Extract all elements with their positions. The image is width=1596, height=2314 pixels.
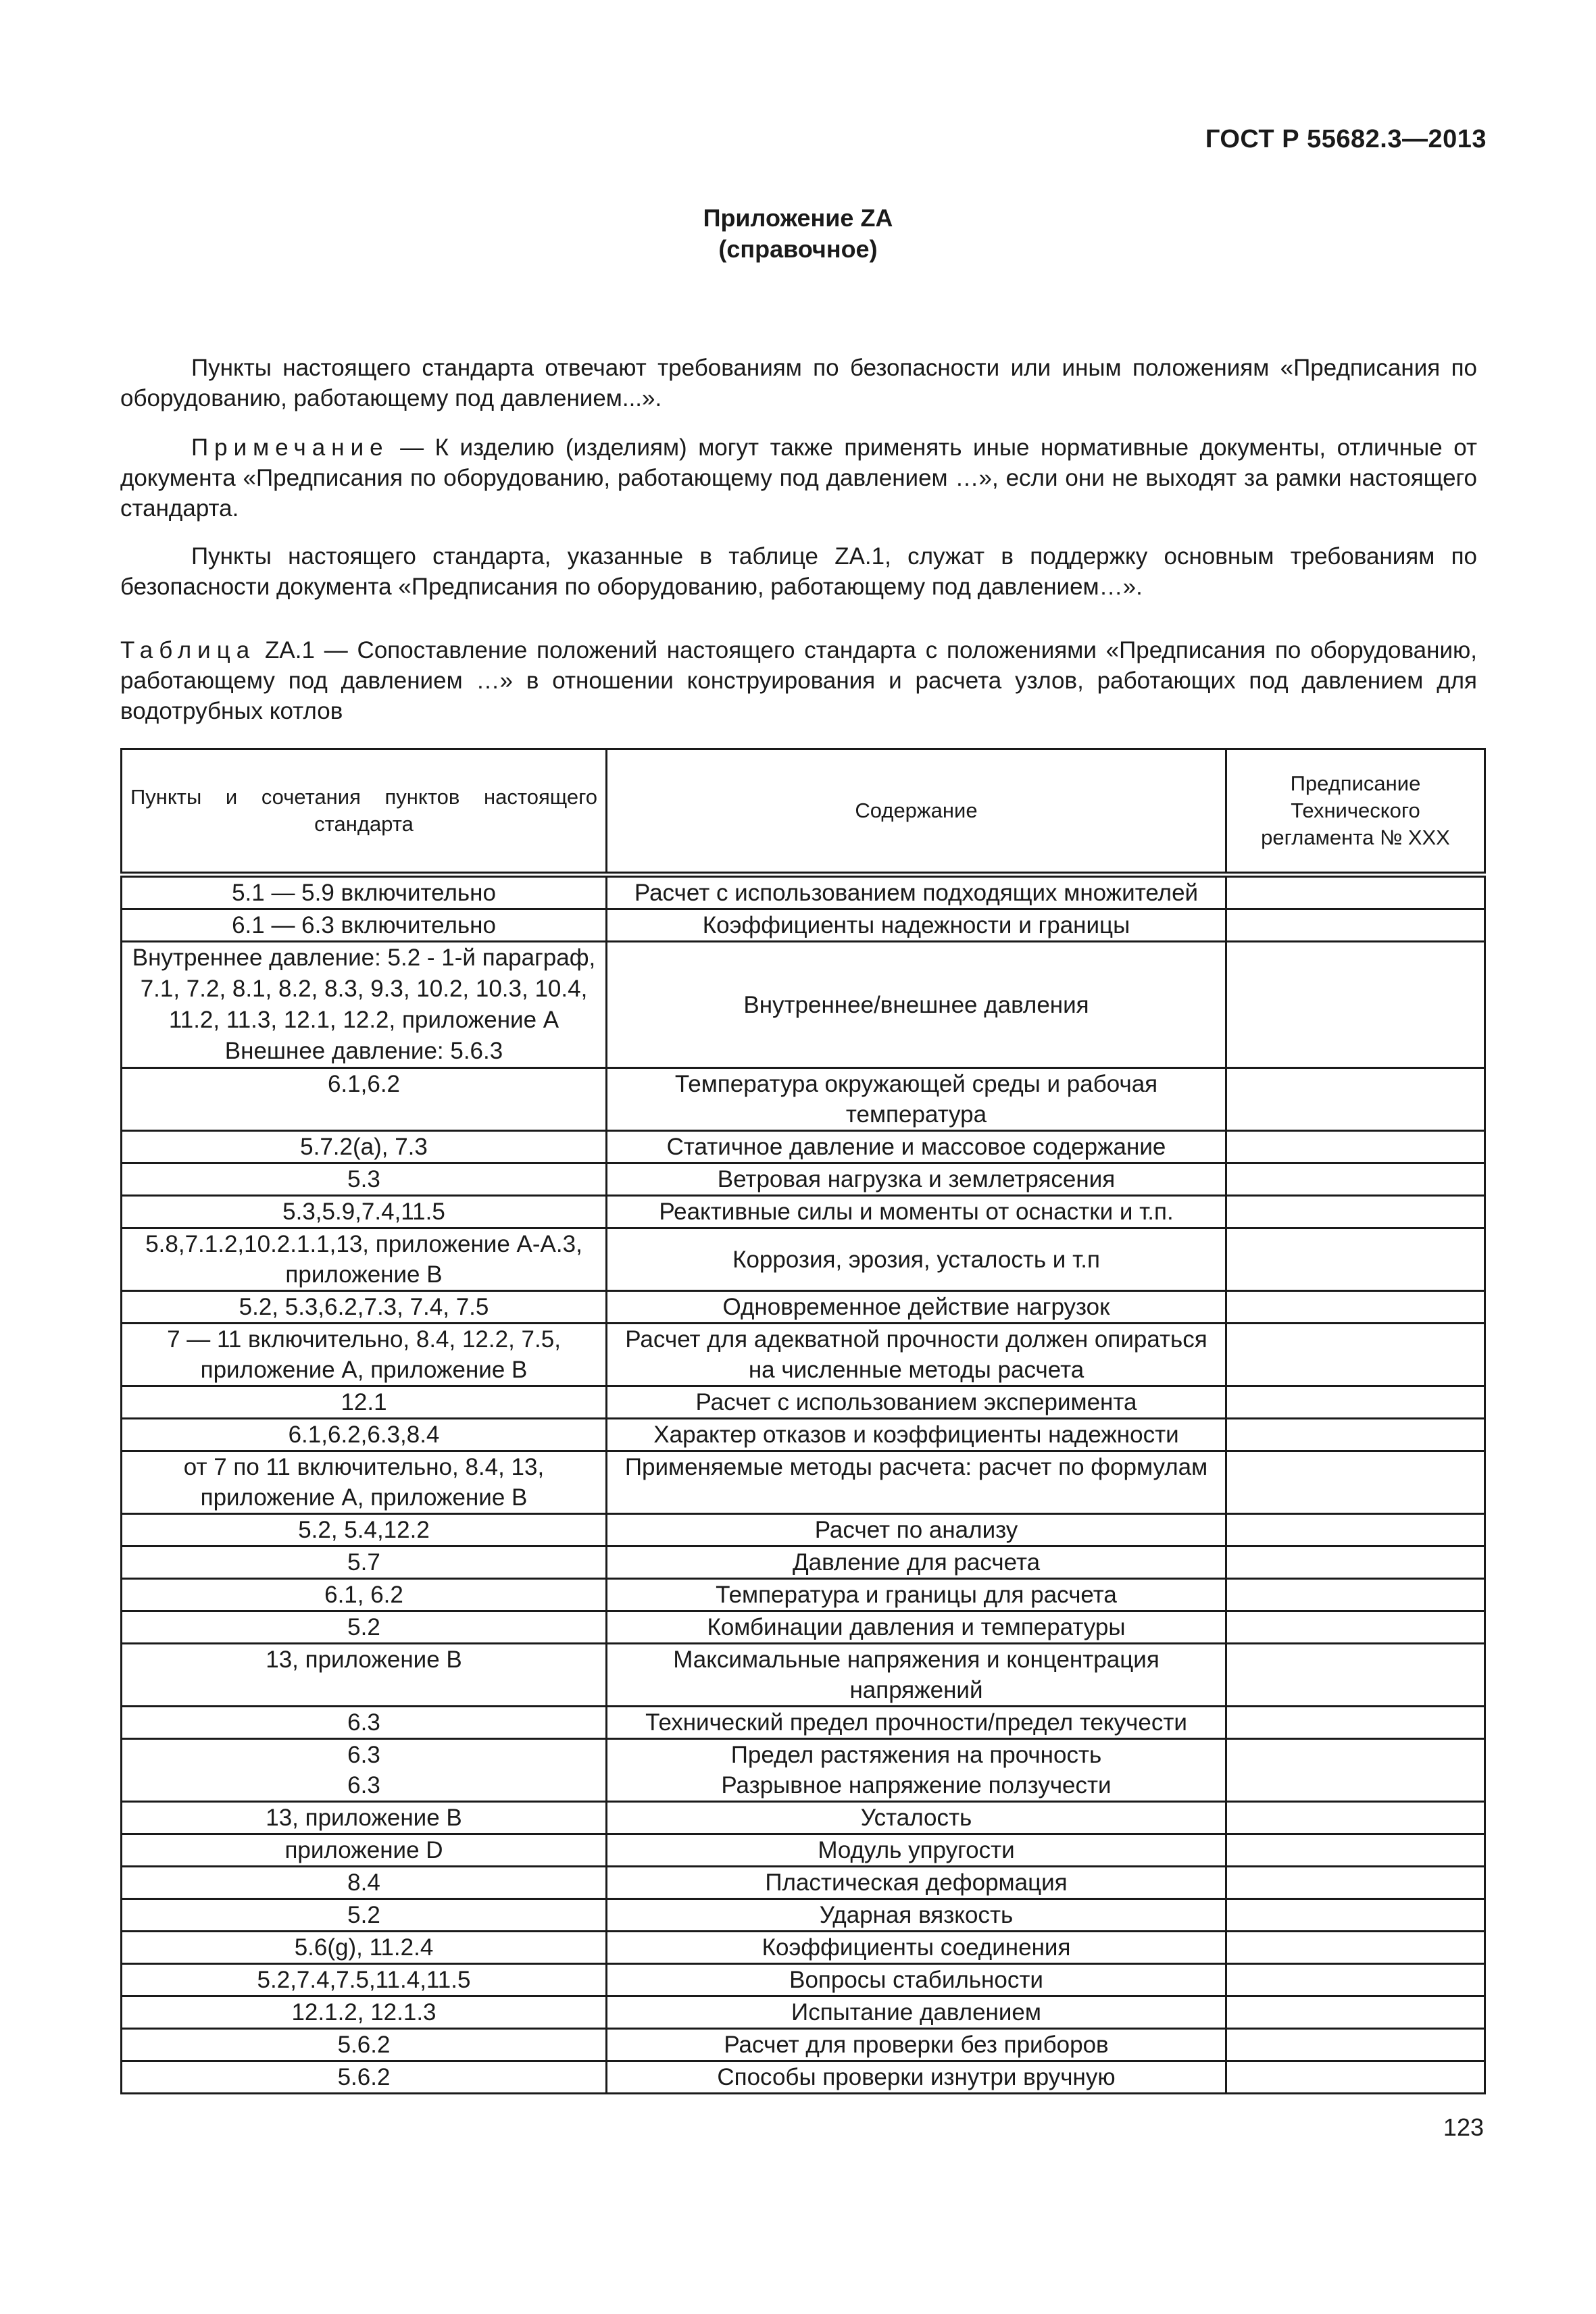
regulation-cell (1226, 1068, 1485, 1131)
regulation-cell (1226, 1451, 1485, 1514)
clause-cell: 5.2 (122, 1611, 607, 1644)
table-row (122, 1451, 1485, 1514)
clause-cell: 6.3 6.3 (122, 1739, 607, 1802)
table-row (122, 1131, 1485, 1163)
content-cell: Одновременное действие нагрузок (607, 1291, 1226, 1324)
note-label: Примечание (191, 434, 389, 461)
table-row (122, 1546, 1485, 1579)
regulation-cell (1226, 875, 1485, 909)
content-cell: Применяемые методы расчета: расчет по формулам (607, 1451, 1226, 1514)
table-row (122, 1291, 1485, 1324)
clause-cell: 5.6(g), 11.2.4 (122, 1932, 607, 1964)
regulation-cell (1226, 1707, 1485, 1739)
column-header-clauses: Пункты и сочетания пунктов настоящего стандарта (122, 749, 607, 875)
table-caption-text: ZA.1 — Сопоставление положений настоящего стандарта с положениями «Предписания по оборудованию, работающему под давлением …» в отношении конструирования и расчета узлов, работающих под давлением для водотрубных котлов (120, 637, 1477, 724)
table-row (122, 1996, 1485, 2029)
clause-cell: 7 — 11 включительно, 8.4, 12.2, 7.5, приложение А, приложение В (122, 1324, 607, 1386)
clause-cell: приложение D (122, 1834, 607, 1867)
content-cell: Испытание давлением (607, 1996, 1226, 2029)
clause-cell: 6.1,6.2 (122, 1068, 607, 1131)
regulation-cell (1226, 1996, 1485, 2029)
table-row (122, 909, 1485, 942)
content-cell: Технический предел прочности/предел текучести (607, 1707, 1226, 1739)
content-cell: Расчет по анализу (607, 1514, 1226, 1546)
regulation-cell (1226, 1899, 1485, 1932)
table-caption (120, 635, 1477, 726)
content-cell: Коррозия, эрозия, усталость и т.п (607, 1228, 1226, 1291)
regulation-cell (1226, 1579, 1485, 1611)
regulation-cell (1226, 1644, 1485, 1707)
content-cell: Ветровая нагрузка и землетрясения (607, 1163, 1226, 1196)
clause-cell: 5.3,5.9,7.4,11.5 (122, 1196, 607, 1228)
regulation-cell (1226, 1386, 1485, 1419)
table-row (122, 942, 1485, 1068)
table-row (122, 2061, 1485, 2094)
regulation-cell (1226, 1196, 1485, 1228)
table-header-row (122, 749, 1485, 875)
content-cell: Способы проверки изнутри вручную (607, 2061, 1226, 2094)
regulation-cell (1226, 1964, 1485, 1996)
content-cell: Статичное давление и массовое содержание (607, 1131, 1226, 1163)
table-row (122, 1228, 1485, 1291)
annex-subtitle: (справочное) (718, 235, 878, 263)
clause-cell: 6.1,6.2,6.3,8.4 (122, 1419, 607, 1451)
content-cell: Температура и границы для расчета (607, 1579, 1226, 1611)
regulation-cell (1226, 1834, 1485, 1867)
content-cell: Коэффициенты соединения (607, 1932, 1226, 1964)
regulation-cell (1226, 1546, 1485, 1579)
content-cell: Температура окружающей среды и рабочая температура (607, 1068, 1226, 1131)
table-row (122, 1899, 1485, 1932)
table-row (122, 1644, 1485, 1707)
content-cell: Коэффициенты надежности и границы (607, 909, 1226, 942)
correspondence-table (120, 748, 1486, 2094)
table-row (122, 875, 1485, 909)
clause-cell: 5.2, 5.3,6.2,7.3, 7.4, 7.5 (122, 1291, 607, 1324)
content-cell: Характер отказов и коэффициенты надежности (607, 1419, 1226, 1451)
content-cell: Расчет с использованием подходящих множителей (607, 875, 1226, 909)
content-cell: Расчет для проверки без приборов (607, 2029, 1226, 2061)
table-row (122, 1739, 1485, 1802)
content-cell: Модуль упругости (607, 1834, 1226, 1867)
clause-cell: 5.6.2 (122, 2061, 607, 2094)
table-row (122, 1386, 1485, 1419)
page-number: 123 (1443, 2113, 1484, 2141)
support-paragraph: Пункты настоящего стандарта, указанные в таблице ZA.1, служат в поддержку основным требованиям по безопасности документа «Предписания по оборудованию, работающему под давлением…». (120, 543, 1477, 600)
table-row (122, 1611, 1485, 1644)
clause-cell: 5.3 (122, 1163, 607, 1196)
content-cell: Пластическая деформация (607, 1867, 1226, 1899)
table-row (122, 1514, 1485, 1546)
clause-cell: 6.3 (122, 1707, 607, 1739)
note-text: — К изделию (изделиям) могут также применять иные нормативные документы, отличные от документа «Предписания по оборудованию, работающему под давлением …», если они не выходят за рамки настоящего стандарта. (120, 434, 1477, 522)
regulation-cell (1226, 1419, 1485, 1451)
clause-cell: 12.1 (122, 1386, 607, 1419)
content-cell: Комбинации давления и температуры (607, 1611, 1226, 1644)
content-cell: Усталость (607, 1802, 1226, 1834)
column-header-regulation: Предписание Технического регламента № XXX (1226, 749, 1485, 875)
table-row (122, 1964, 1485, 1996)
clause-cell: 13, приложение В (122, 1802, 607, 1834)
clause-cell: 5.8,7.1.2,10.2.1.1,13, приложение А-А.3, приложение В (122, 1228, 607, 1291)
content-cell: Реактивные силы и моменты от оснастки и т.п. (607, 1196, 1226, 1228)
clause-cell: 6.1 — 6.3 включительно (122, 909, 607, 942)
annex-title: Приложение ZA (703, 204, 893, 232)
table-body (122, 875, 1485, 2094)
content-cell: Вопросы стабильности (607, 1964, 1226, 1996)
column-header-content: Содержание (607, 749, 1226, 875)
regulation-cell (1226, 1131, 1485, 1163)
regulation-cell (1226, 1611, 1485, 1644)
clause-cell: 6.1, 6.2 (122, 1579, 607, 1611)
clause-cell: 5.7.2(a), 7.3 (122, 1131, 607, 1163)
table-row (122, 1932, 1485, 1964)
regulation-cell (1226, 1163, 1485, 1196)
regulation-cell (1226, 1324, 1485, 1386)
table-row (122, 1068, 1485, 1131)
regulation-cell (1226, 2029, 1485, 2061)
clause-cell: 8.4 (122, 1867, 607, 1899)
table-row (122, 2029, 1485, 2061)
table-row (122, 1707, 1485, 1739)
content-cell: Давление для расчета (607, 1546, 1226, 1579)
table-row (122, 1419, 1485, 1451)
regulation-cell (1226, 909, 1485, 942)
regulation-cell (1226, 942, 1485, 1068)
clause-cell: 5.2, 5.4,12.2 (122, 1514, 607, 1546)
content-cell: Максимальные напряжения и концентрация напряжений (607, 1644, 1226, 1707)
table-row (122, 1579, 1485, 1611)
content-cell: Ударная вязкость (607, 1899, 1226, 1932)
clause-cell: 13, приложение В (122, 1644, 607, 1707)
content-cell: Расчет с использованием эксперимента (607, 1386, 1226, 1419)
regulation-cell (1226, 1802, 1485, 1834)
regulation-cell (1226, 1739, 1485, 1802)
clause-cell: от 7 по 11 включительно, 8.4, 13, приложение А, приложение В (122, 1451, 607, 1514)
regulation-cell (1226, 1867, 1485, 1899)
clause-cell: 12.1.2, 12.1.3 (122, 1996, 607, 2029)
table-row (122, 1802, 1485, 1834)
table-caption-label: Таблица (120, 637, 256, 663)
note-paragraph (120, 432, 1477, 524)
regulation-cell (1226, 1932, 1485, 1964)
regulation-cell (1226, 2061, 1485, 2094)
clause-cell: 5.7 (122, 1546, 607, 1579)
clause-cell: 5.2,7.4,7.5,11.4,11.5 (122, 1964, 607, 1996)
regulation-cell (1226, 1514, 1485, 1546)
clause-cell: 5.2 (122, 1899, 607, 1932)
regulation-cell (1226, 1291, 1485, 1324)
document-code: ГОСТ Р 55682.3—2013 (1205, 125, 1487, 153)
table-row (122, 1324, 1485, 1386)
table-row (122, 1163, 1485, 1196)
table-row (122, 1867, 1485, 1899)
content-cell: Расчет для адекватной прочности должен опираться на численные методы расчета (607, 1324, 1226, 1386)
regulation-cell (1226, 1228, 1485, 1291)
clause-cell: Внутреннее давление: 5.2 - 1-й параграф, 7.1, 7.2, 8.1, 8.2, 8.3, 9.3, 10.2, 10.3, 10.4, 11.2, 11.3, 12.1, 12.2, приложение А Внешнее давление: 5.6.3 (122, 942, 607, 1068)
intro-paragraph: Пункты настоящего стандарта отвечают требованиям по безопасности или иным положениям «Предписания по оборудованию, работающему под давлением...». (120, 355, 1477, 411)
table-row (122, 1834, 1485, 1867)
content-cell: Предел растяжения на прочность Разрывное напряжение ползучести (607, 1739, 1226, 1802)
annex-heading (0, 203, 1596, 265)
table-row (122, 1196, 1485, 1228)
clause-cell: 5.1 — 5.9 включительно (122, 875, 607, 909)
content-cell: Внутреннее/внешнее давления (607, 942, 1226, 1068)
clause-cell: 5.6.2 (122, 2029, 607, 2061)
